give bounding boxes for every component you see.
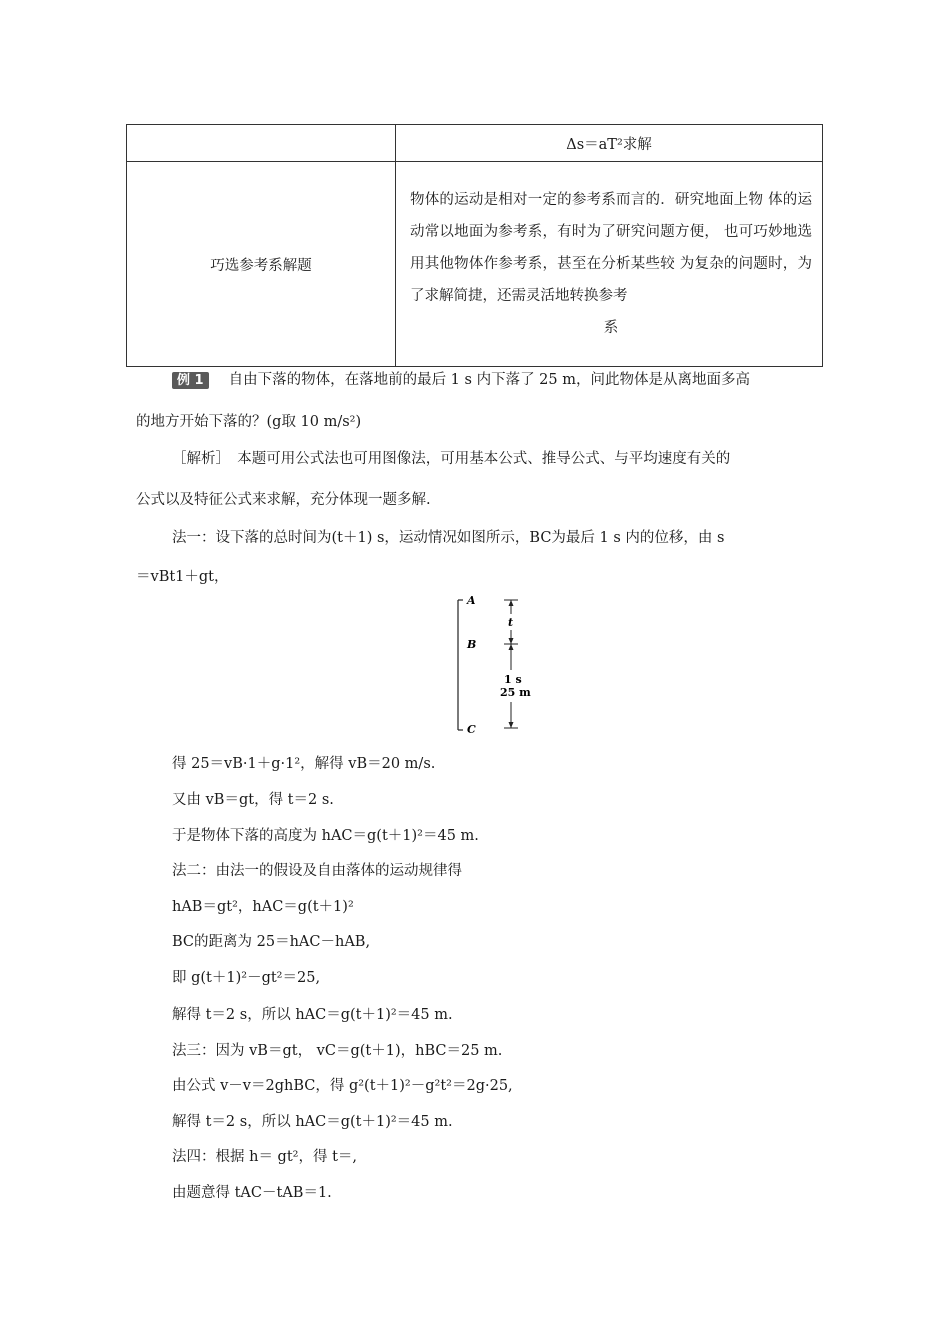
solution-line: 即 g(t＋1)²－gt²＝25, <box>172 970 321 986</box>
solution-line: BC的距离为 25＝hAC－hAB, <box>172 934 371 950</box>
label-b: B <box>467 638 477 651</box>
solution-line: 又由 vB＝gt，得 t＝2 s. <box>172 792 334 808</box>
example-badge: 例 1 <box>172 372 209 389</box>
solution-line: 由公式 v－v＝2ghBC，得 g²(t＋1)²－g²t²＝2g·25, <box>172 1078 513 1094</box>
solution-line: 法四：根据 h＝ gt²，得 t＝, <box>172 1149 358 1165</box>
description-line: 体的运动常以地面为参考系，有时为了研究问题方便， <box>410 192 812 240</box>
label-c: C <box>467 723 476 736</box>
solution-line: 于是物体下落的高度为 hAC＝g(t＋1)²＝45 m. <box>172 828 479 844</box>
solution-line: 得 25＝vB·1＋g·1²，解得 vB＝20 m/s. <box>172 756 436 772</box>
table-cell-formula: Δs＝aT²求解 <box>396 125 823 162</box>
analysis-line: 公式以及特征公式来求解，充分体现一题多解. <box>136 492 431 508</box>
solution-line: 解得 t＝2 s，所以 hAC＝g(t＋1)²＝45 m. <box>172 1007 453 1023</box>
table-cell-empty <box>127 125 396 162</box>
solution-line: 由题意得 tAC－tAB＝1. <box>172 1185 332 1201</box>
label-a: A <box>467 594 476 607</box>
solution-line: 解得 t＝2 s，所以 hAC＝g(t＋1)²＝45 m. <box>172 1114 453 1130</box>
description-line: 也可巧妙地选用其他物体作参考系，甚至在分析某些较 <box>410 224 813 272</box>
label-1s: 1 s <box>504 673 522 686</box>
solution-line: 法二：由法一的假设及自由落体的运动规律得 <box>172 863 462 879</box>
arrow-down-icon <box>509 722 514 728</box>
solution-line: hAB＝gt²，hAC＝g(t＋1)² <box>172 899 354 915</box>
table-cell-description <box>396 162 823 367</box>
description-line: 为复杂的问题时，为了求解简捷，还需灵活地转换参考 <box>410 256 813 304</box>
solution-line: 法三：因为 vB＝gt， vC＝g(t＋1)，hBC＝25 m. <box>172 1043 503 1059</box>
example-line <box>172 368 750 389</box>
description-line: 物体的运动是相对一定的参考系而言的．研究地面上物 <box>410 192 764 208</box>
arrow-down-icon <box>509 638 514 644</box>
method-table <box>126 124 823 367</box>
description-line: 系 <box>603 320 619 336</box>
example-line: 的地方开始下落的？(g取 10 m/s²) <box>136 414 362 430</box>
arrow-up-icon <box>509 600 514 606</box>
label-25m: 25 m <box>500 686 531 699</box>
label-t: t <box>508 616 514 629</box>
arrow-up-icon <box>509 644 514 650</box>
method1-line: ＝vBt1＋gt， <box>136 569 229 585</box>
table-cell-method-name: 巧选参考系解题 <box>127 162 396 367</box>
table-row <box>127 162 823 367</box>
analysis-line: ［解析］ 本题可用公式法也可用图像法，可用基本公式、推导公式、与平均速度有关的 <box>172 451 731 467</box>
method1-line: 法一：设下落的总时间为(t＋1) s，运动情况如图所示，BC为最后 1 s 内的位移，由 s <box>172 530 725 546</box>
example-text: 自由下落的物体，在落地前的最后 1 s 内下落了 25 m，问此物体是从离地面多高 <box>228 372 750 388</box>
motion-figure <box>448 592 548 738</box>
table-row <box>127 125 823 162</box>
